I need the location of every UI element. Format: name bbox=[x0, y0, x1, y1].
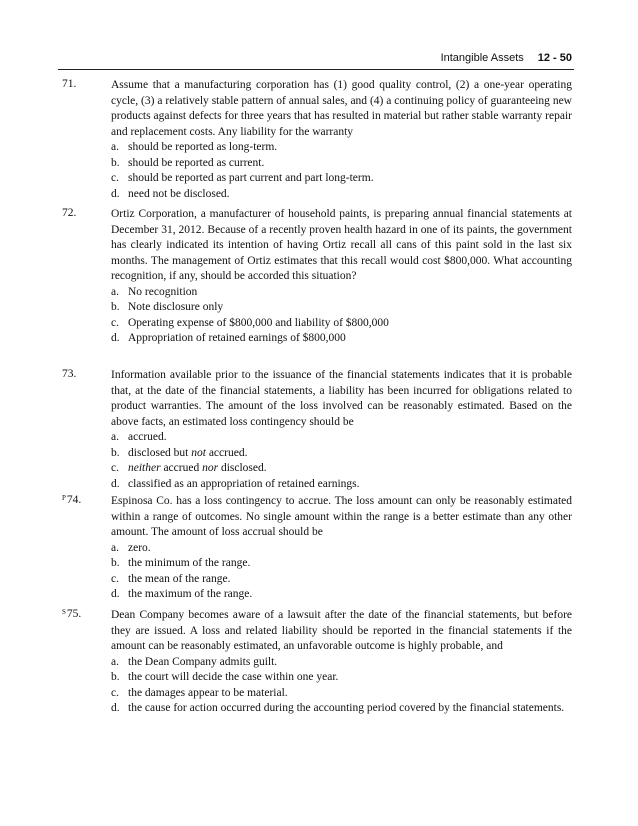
question-stem: Dean Company becomes aware of a lawsuit after the date of the financial statements, but before they are issued. A loss and related liability should be reported in the financial statements if the amount can be reasonably estimated, an unfavorable outcome is highly probable, and bbox=[111, 609, 572, 652]
question-number: 72. bbox=[62, 207, 77, 219]
option-d: d. the maximum of the range. bbox=[111, 588, 253, 600]
option-c: c. Operating expense of $800,000 and liability of $800,000 bbox=[111, 316, 389, 329]
question-body bbox=[111, 207, 572, 347]
question-stem: Assume that a manufacturing corporation has (1) good quality control, (2) a one-year operating cycle, (3) a relatively stable pattern of annual sales, and (4) a continuing policy of guaranteeing new products against defects for three years that has resulted in material but rather stable warranty repair and replacement costs. Any liability for the warranty bbox=[111, 79, 572, 138]
option-c: c. should be reported as part current and part long-term. bbox=[111, 172, 374, 184]
option-a: a. should be reported as long-term. bbox=[111, 141, 278, 153]
option-b: b. should be reported as current. bbox=[111, 156, 265, 169]
question-prefix: P bbox=[62, 494, 66, 502]
question-prefix: S bbox=[62, 608, 66, 616]
question-body bbox=[111, 608, 572, 717]
header-rule bbox=[58, 69, 574, 70]
option-b: b. disclosed but not accrued. bbox=[111, 446, 248, 459]
option-d: d. classified as an appropriation of retained earnings. bbox=[111, 477, 360, 490]
option-a: a. zero. bbox=[111, 541, 151, 554]
option-d: d. need not be disclosed. bbox=[111, 187, 230, 200]
page-header bbox=[441, 52, 572, 64]
option-d: d. Appropriation of retained earnings of $800,000 bbox=[111, 332, 346, 344]
question-number: $^P$74. bbox=[62, 494, 82, 506]
question-number: 73. bbox=[62, 368, 77, 380]
section-title: Intangible Assets bbox=[440, 52, 524, 64]
option-a: a. No recognition bbox=[111, 285, 198, 298]
question-number: $^S$75. bbox=[62, 608, 82, 620]
question-body bbox=[111, 78, 572, 202]
option-a: a. the Dean Company admits guilt. bbox=[111, 655, 278, 668]
question-stem: Espinosa Co. has a loss contingency to accrue. The loss amount can only be reasonably estimated within a range of outcomes. No single amount within the range is a better estimate than any other amount. The amount of loss accrual should be bbox=[111, 495, 572, 538]
page-number: 12 - 50 bbox=[537, 52, 572, 64]
option-b: b. the minimum of the range. bbox=[111, 557, 251, 569]
question-stem: Information available prior to the issuance of the financial statements indicates that it is probable that, at the date of the financial statements, a liability has been incurred for obligations related to product warranties. The amount of the loss involved can be reasonably estimated. Based on the above facts, an estimated loss contingency should be bbox=[111, 369, 572, 428]
question-number: 71. bbox=[62, 78, 77, 90]
question-body bbox=[111, 368, 572, 492]
question-stem: Ortiz Corporation, a manufacturer of household paints, is preparing annual financial statements at December 31, 2012. Because of a recently proven health hazard in one of its paints, the government has clearly indicated its intention of having Ortiz recall all cans of this paint sold in the last six months. The management of Ortiz estimates that this recall would cost $800,000. What accounting recognition, if any, should be accorded this situation? bbox=[111, 208, 572, 282]
option-c: c. neither accrued nor disclosed. bbox=[111, 462, 267, 474]
option-b: b. the court will decide the case within one year. bbox=[111, 671, 339, 683]
option-b: b. Note disclosure only bbox=[111, 301, 224, 313]
option-d: d. the cause for action occurred during the accounting period covered by the financial statements. bbox=[111, 702, 565, 714]
option-a: a. accrued. bbox=[111, 431, 167, 443]
question-body bbox=[111, 494, 572, 603]
option-c: c. the mean of the range. bbox=[111, 572, 231, 585]
option-c: c. the damages appear to be material. bbox=[111, 686, 288, 699]
